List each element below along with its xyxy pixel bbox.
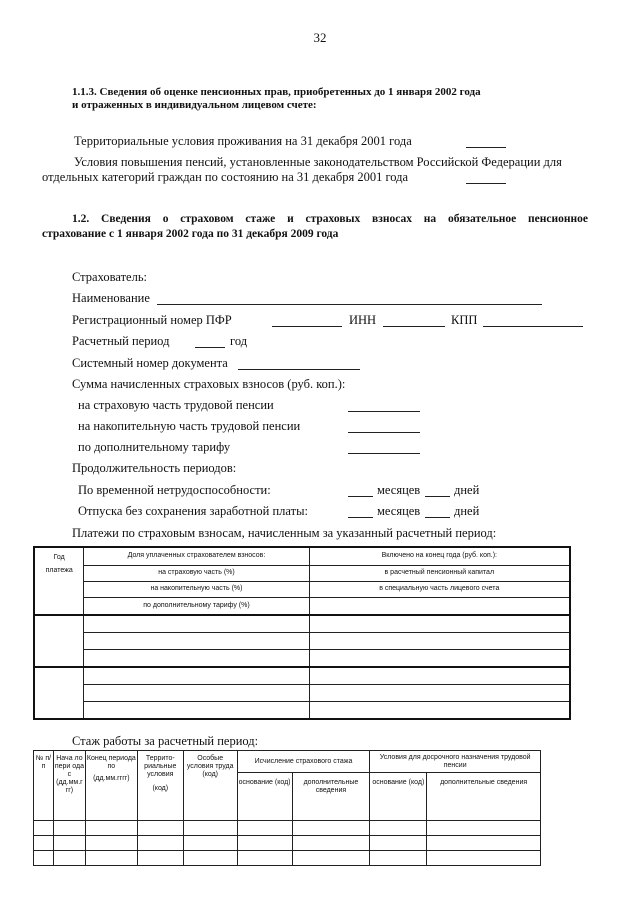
table-cell[interactable] [34,821,54,836]
table-cell[interactable] [309,632,570,649]
table-cell[interactable] [309,701,570,719]
table-cell[interactable] [34,851,54,866]
table-cell[interactable] [427,821,541,836]
table-cell[interactable] [34,667,84,719]
table-cell[interactable] [84,615,309,632]
table-cell[interactable] [84,649,309,667]
table-cell[interactable] [53,851,85,866]
table-cell[interactable] [85,836,137,851]
calc-extra-header: дополнительные сведения [292,773,370,821]
section-12-title-1: 1.2. Сведения о страховом стаже и страховых взносах на обязательное пенсионное [72,213,588,225]
col-num-header: № п/п [34,751,54,821]
table-cell[interactable] [237,821,292,836]
table-cell[interactable] [84,701,309,719]
period-field[interactable] [195,347,225,348]
table-cell[interactable] [84,632,309,649]
table-cell[interactable] [292,821,370,836]
table-cell[interactable] [309,649,570,667]
table-cell[interactable] [84,667,309,684]
unpaid-days-label: дней [454,504,480,518]
territorial-field[interactable] [466,147,506,148]
period-label: Расчетный период [72,334,170,348]
experience-table [33,750,541,866]
table-cell[interactable] [292,836,370,851]
territorial-label: Территориальные условия проживания на 31 декабря 2001 года [74,134,412,148]
system-number-label: Системный номер документа [72,356,228,370]
inn-label: ИНН [349,313,377,327]
conditions-field[interactable] [466,183,506,184]
unpaid-months-label: месяцев [377,504,421,518]
section-12-title-2: страхование с 1 января 2002 года по 31 декабря 2009 года [42,228,339,240]
unpaid-leave-label: Отпуска без сохранения заработной платы: [78,504,308,518]
unpaid-months-field[interactable] [348,517,373,518]
table-cell[interactable] [370,851,427,866]
col-end-header: Конец периода по (дд.мм.гггг) [85,751,137,821]
share-funded: на накопительную часть (%) [84,581,309,597]
table-cell[interactable] [309,684,570,701]
section-113-title-1: 1.1.3. Сведения об оценке пенсионных прав, приобретенных до 1 января 2002 года [72,86,481,98]
disability-days-field[interactable] [425,496,450,497]
table-cell[interactable] [183,851,237,866]
reg-number-field[interactable] [272,326,342,327]
share-insurance: на страховую часть (%) [84,565,309,581]
table-cell[interactable] [292,851,370,866]
year-header: Год платежа [34,547,84,615]
reg-number-label: Регистрационный номер ПФР [72,313,232,327]
table-cell[interactable] [237,851,292,866]
inn-field[interactable] [383,326,445,327]
table-cell[interactable] [137,821,183,836]
table-cell[interactable] [137,836,183,851]
name-field[interactable] [157,304,542,305]
section-113-title-2: и отраженных в индивидуальном лицевом счете: [72,99,317,111]
sum-funded-field[interactable] [348,432,420,433]
table-cell[interactable] [370,821,427,836]
included-special: в специальную часть лицевого счета [309,581,570,597]
sum-insurance-label: на страховую часть трудовой пенсии [78,398,274,412]
table-cell[interactable] [309,667,570,684]
table-cell[interactable] [85,821,137,836]
experience-title: Стаж работы за расчетный период: [72,734,259,748]
payments-table [33,546,571,720]
disability-label: По временной нетрудоспособности: [78,483,271,497]
year-label: год [230,334,248,348]
duration-title: Продолжительность периодов: [72,461,237,475]
kpp-field[interactable] [483,326,583,327]
conditions-label-2: отдельных категорий граждан по состоянию на 31 декабря 2001 года [42,170,409,184]
table-cell[interactable] [183,821,237,836]
table-cell[interactable] [427,851,541,866]
included-header: Включено на конец года (руб. коп.): [309,547,570,565]
table-cell[interactable] [183,836,237,851]
calc-header: Исчисление страхового стажа [237,751,370,773]
kpp-label: КПП [451,313,478,327]
insurer-label: Страхователь: [72,270,147,284]
table-cell[interactable] [370,836,427,851]
col-special-header: Особые условия труда (код) [183,751,237,821]
table-cell[interactable] [85,851,137,866]
sum-additional-field[interactable] [348,453,420,454]
sum-insurance-field[interactable] [348,411,420,412]
share-additional: по дополнительному тарифу (%) [84,597,309,615]
table-cell[interactable] [309,615,570,632]
included-capital: в расчетный пенсионный капитал [309,565,570,581]
table-row [34,836,541,851]
sum-title: Сумма начисленных страховых взносов (руб. коп.): [72,377,346,391]
table-cell[interactable] [309,597,570,615]
table-cell[interactable] [84,684,309,701]
table-cell[interactable] [53,821,85,836]
disability-days-label: дней [454,483,480,497]
disability-months-field[interactable] [348,496,373,497]
col-start-header: Нача ло пери ода с (дд.мм.г гг) [53,751,85,821]
table-cell[interactable] [427,836,541,851]
table-cell[interactable] [53,836,85,851]
table-cell[interactable] [34,615,84,667]
early-extra-header: дополнительные сведения [427,773,541,821]
payments-title: Платежи по страховым взносам, начисленным за указанный расчетный период: [72,526,497,540]
share-header: Доля уплаченных страхователем взносов: [84,547,309,565]
early-basis-header: основание (код) [370,773,427,821]
unpaid-days-field[interactable] [425,517,450,518]
conditions-label-1: Условия повышения пенсий, установленные законодательством Российской Федерации для [74,155,562,169]
sum-funded-label: на накопительную часть трудовой пенсии [78,419,301,433]
disability-months-label: месяцев [377,483,421,497]
table-row [34,821,541,836]
table-row [34,851,541,866]
name-label: Наименование [72,291,150,305]
calc-basis-header: основание (код) [237,773,292,821]
col-terr-header: Террито- риальные условия (код) [137,751,183,821]
table-cell[interactable] [34,836,54,851]
page-number: 32 [313,30,327,45]
table-cell[interactable] [137,851,183,866]
sum-additional-label: по дополнительному тарифу [78,440,231,454]
early-header: Условия для досрочного назначения трудовой пенсии [370,751,541,773]
system-number-field[interactable] [238,369,360,370]
table-cell[interactable] [237,836,292,851]
